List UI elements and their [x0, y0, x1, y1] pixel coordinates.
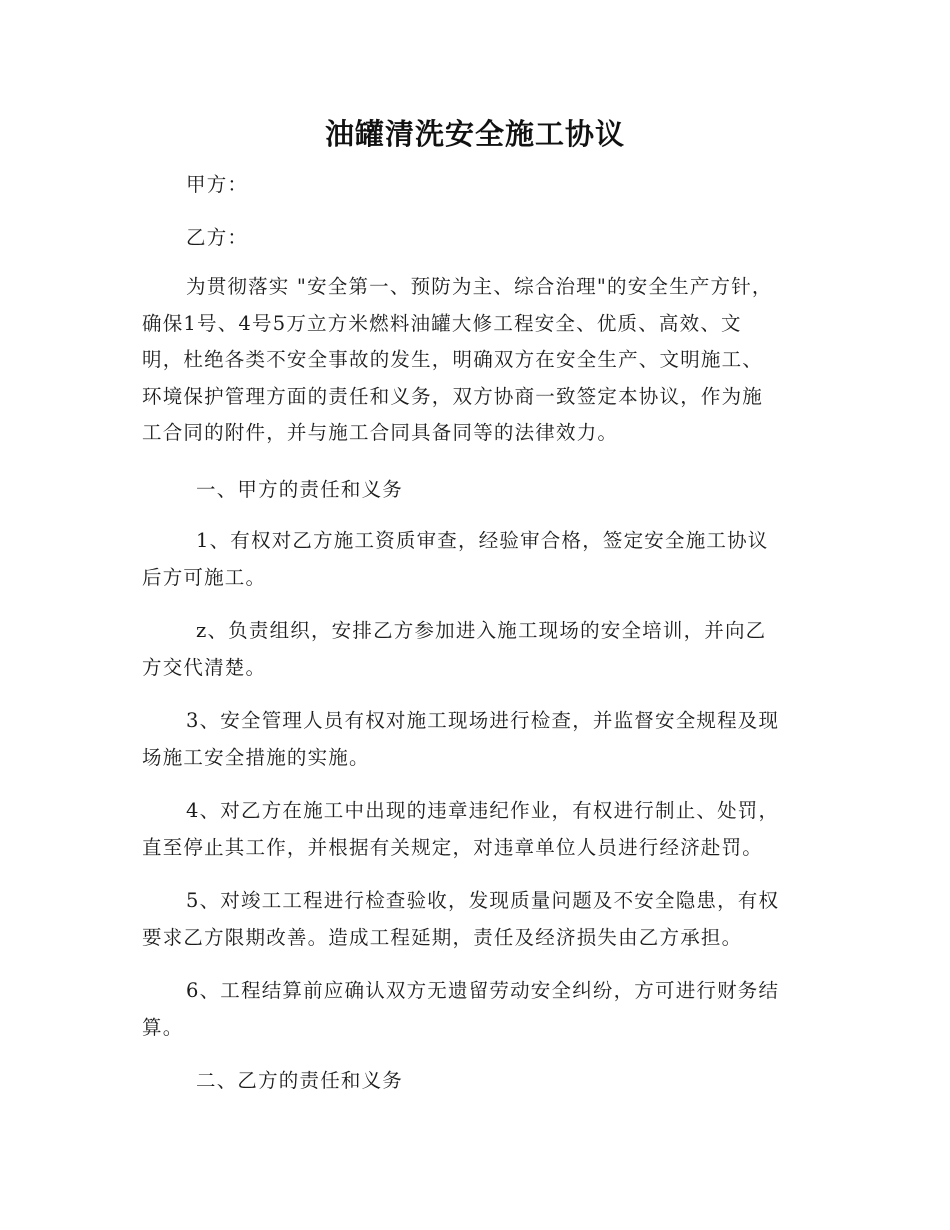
clause-line: 方交代清楚。	[142, 655, 267, 679]
intro-line: 工合同的附件，并与施工合同具备同等的法律效力。	[142, 421, 619, 444]
clause-line: 3、安全管理人员有权对施工现场进行检查，并监督安全规程及现	[186, 709, 780, 732]
clause-2	[142, 613, 812, 686]
section-heading-party-a: 一、甲方的责任和义务	[196, 478, 404, 501]
intro-line: 确保1号、4号5万立方米燃料油罐大修工程安全、优质、高效、文	[142, 311, 742, 335]
clause-line: 要求乙方限期改善。造成工程延期，责任及经济损失由乙方承担。	[142, 925, 743, 949]
clause-line: 5、对竣工工程进行检查验收，发现质量问题及不安全隐患，有权	[186, 889, 780, 912]
intro-line: 为贯彻落实 "安全第一、预防为主、综合治理"的安全生产方针，	[186, 275, 773, 298]
clause-3	[142, 703, 812, 776]
party-b-label: 乙方：	[186, 226, 249, 249]
clause-line: 后方可施工。	[142, 565, 267, 589]
clause-line: z、负责组织，安排乙方参加进入施工现场的安全培训，并向乙	[196, 619, 767, 642]
document-title: 油罐清洗安全施工协议	[324, 117, 625, 151]
party-a-label: 甲方：	[186, 173, 249, 196]
intro-paragraph	[142, 269, 812, 452]
clause-4	[142, 793, 812, 866]
clause-line: 6、工程结算前应确认双方无遗留劳动安全纠纷，方可进行财务结	[186, 979, 780, 1002]
clause-line: 1、有权对乙方施工资质审查，经验审合格，签定安全施工协议	[196, 529, 769, 552]
section-heading-party-b: 二、乙方的责任和义务	[196, 1069, 404, 1092]
clause-6	[142, 973, 812, 1046]
intro-line: 明，杜绝各类不安全事故的发生，明确双方在安全生产、文明施工、	[142, 348, 764, 371]
clause-line: 4、对乙方在施工中出现的违章违纪作业，有权进行制止、处罚，	[186, 799, 780, 822]
clause-line: 场施工安全措施的实施。	[142, 745, 370, 769]
intro-line: 环境保护管理方面的责任和义务，双方协商一致签定本协议，作为施	[142, 384, 764, 408]
clause-line: 直至停止其工作，并根据有关规定，对违章单位人员进行经济赴罚。	[142, 835, 764, 859]
clause-1	[142, 523, 812, 596]
clause-5	[142, 883, 812, 956]
clause-line: 算。	[142, 1015, 184, 1039]
